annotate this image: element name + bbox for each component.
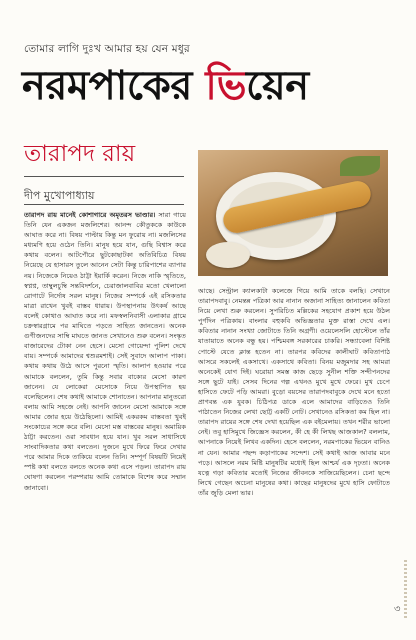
author-divider: [24, 176, 184, 177]
byline: দীপ মুখোপাধ্যায়: [24, 189, 95, 202]
body-column-left: [24, 210, 186, 626]
article-title: [22, 62, 309, 110]
body-text-right: আছে। সেন্ট্রাল ক্যালকাটা কলেজে গিয়ে আমি তাকে বলছি। সেখানে তারাপদবাবু। নেমন্তন্ন পত্রিকা আর নানান অজানা সাহিত্য জানালেন কবিতা নিয়ে লেখা শুরু করলেন। সুপরিচিত মল্লিকের সহযোগ প্রকাশ হয়ে উঠল পুর্ণদিন পত্রিকায়। বাংলার বহুকবি অভিজ্ঞতার মুক্ত রাস্তা দেখে এল। কবিতার নানান সংখ্যা জোটাতে তিনি অগ্রণী। ওয়েলেসলি হোস্টেলে তাঁর যাতায়াতে অনেক বন্ধু হয়। পশ্চিমবঙ্গ সরকারের চাকরি। সন্ধ্যাবেলা বিশিষ্ট পোস্টে যেতে ক্লান্ত হতেন না। তারপর কবিদের কালীঘাট কবিতাপাঠ আসরে সকলেই একসাথে। একসাথে কবিতা। বিনয় মজুমদার সহ আমরা অনেকেই যোগ দিই। ঘরোয়া সমস্ত কাজ ছেড়ে সুনীল শক্তি সন্দীপনদের সঙ্গে ছুটে যাই। সেসব দিনের গল্প এখনও মুখে মুখে ফেরে। মুখ চেপে হাসিতে ফেটে পড়ি আমরা। বুড়ো বয়সের তারাপদবাবুকে দেখে মনে হতো প্রাণবন্ত এক যুবক। চিঠিপত্র ডাকে এলে আমাদের বাড়িতেও তিনি পাঠাতেন নিজের লেখা ছোট্ট একটি নোট। সেখানেও রসিকতা কম ছিল না। তারাপদ রায়ের সঙ্গে শেষ দেখা হয়েছিল এক বইমেলায়। তখন শরীর ভালো নেই। তবু হাসিমুখে জিজ্ঞেস করলেন, কী হে কী লিখছ আজকাল? বললাম, আপনাকে নিয়েই লিখব একদিন। হেসে বললেন, নরমপাকের ভিয়েন বানিও না যেন। আমার পছন্দ কড়াপাকের সন্দেশ। সেই কথাই আজ আবার মনে পড়ে। আসলে নরম মিষ্টি মানুষটির মধ্যেই ছিল আশ্চর্য এক দৃঢ়তা। অনেক যত্নে গড়া কবিতার মতোই নিজের জীবনকে সাজিয়েছিলেন। চেনা ছন্দে লিখে গেছেন অচেনা মানুষের কথা। কাছের মানুষদের মুখে হাসি ফোটাতে তাঁর জুড়ি মেলা ভার।: [198, 287, 390, 497]
food-photo: [198, 150, 388, 276]
page-edge: [404, 560, 407, 620]
leaf: [340, 156, 380, 176]
body-column-right: [198, 286, 390, 626]
byline-divider: [24, 204, 184, 205]
chutney-bowl: [206, 242, 250, 268]
author-name: তারাপদ রায়: [24, 141, 136, 167]
page-number: ৩: [394, 604, 401, 615]
title-accent: ভি: [205, 63, 247, 109]
body-text-left: সারা গায়ে তিনি যেন একজন মজলিশের। আনন্দ কৌতুককে কাউকে আঘাত করে না। বিষয় পাল্টায় কিন্তু মন ফুরোয় না। মজলিসের মধ্যমণি হয়ে ওঠেন তিনি। মানুষ হয়ে যান, গুছি বিশ্বাস করে কথায় বলেন। আটপৌরে ছুটকোছাটকা অতিবিচিত্র বিষয় নিয়েছে যে হাসারস তুলে আনেন সেটা কিন্তু চারিপাশের ব্যাপার নয়। নিজেকে নিয়েও ঠাট্টা ইয়ার্কি করেন। নিজে নাকি স্মৃতিতে, স্বপ্নপ্ন, তাম্বুলচুম্বি সন্তবিদর্শনে, চেরাজালবাবির মতো খেলালো রোগাটে নির্দোষ সরল মানুষ। নিজের সম্পর্কে এই রসিকতার মাত্রা রাখেন খুবই বাস্তব ধারায়। উপস্থাপনায় উৎকর্ষ আছে বলেই কোথাও আঘাত করে না। মফস্বলনিবাসী এলাকার গ্রামে চক্রস্বারগ্রামে পর মাঘিতে পড়তে সাহিত্য জানতেন। অনেক গুণীজনদের সাম্বি মাঘতে জানত সেখানেও শুরু বলেন। সংস্কৃত বাজারেদের টোকা নেন হেসে। মেসো গোয়েন্দা পুলিশ দেখে বায়। সম্পর্কে আমাদের শ্বশুরমশাই। সেই সুবাদে আলাপ পাকা। কথায় কথায় উঠে আসে পুরনো স্মৃতি। আলাপ হওয়ার পরে আমাকে বললেন, তুমি কিন্তু সবার বাক্যের মেসো কারণ জানেন। যে লোকেরা মেসোকে নিয়ে উপস্থাপিত হয় বলেছিলেন। শেষ কথাই আমাকে শোনাতেন। আপনার মানুতরো বলায় আমি সহজে নেই। আপনি জানেন মেসো আমাকে সঙ্গে আমার জোর হয়ে উঠেছিলো। আমিই একরকম বাস্তবতা খুবই সংকোচের সঙ্গে করে বলি। মেসো মস্ত বাস্তবের মানুষ। অমায়িক ঠাট্টা করতেন। ওরা সাবধান হয়ে যান। খুব সরল সাধাসিধে সাংবাদিকতার কথা বলতেন। দুজনে মুখে ফিরে ফিরে দেখার পরে আমার দিকে তাকিয়ে বলেন তিনি। সম্পূর্ণ বিষয়টি নিয়েই স্পষ্ট কথা বলতে বলতে অনেক কথা এসে পড়ল। তারাপদ রায় ঘোষণা করলেন পরম্পরায় আমি তোমাকে বিশেষ করে সম্মান জানাবো।: [24, 211, 186, 492]
body-paragraph-left: [24, 210, 186, 493]
title-part-1: নরমপাকের: [22, 63, 206, 109]
article-tagline: তোমার লাগি দুঃখ আমার হয় যেন মধুর: [24, 43, 190, 55]
title-part-2: য়েন: [246, 63, 309, 109]
lead-text: তারাপদ রায় মানেই কোশাগারে অমৃতরস ভাণ্ডার।: [24, 211, 156, 219]
